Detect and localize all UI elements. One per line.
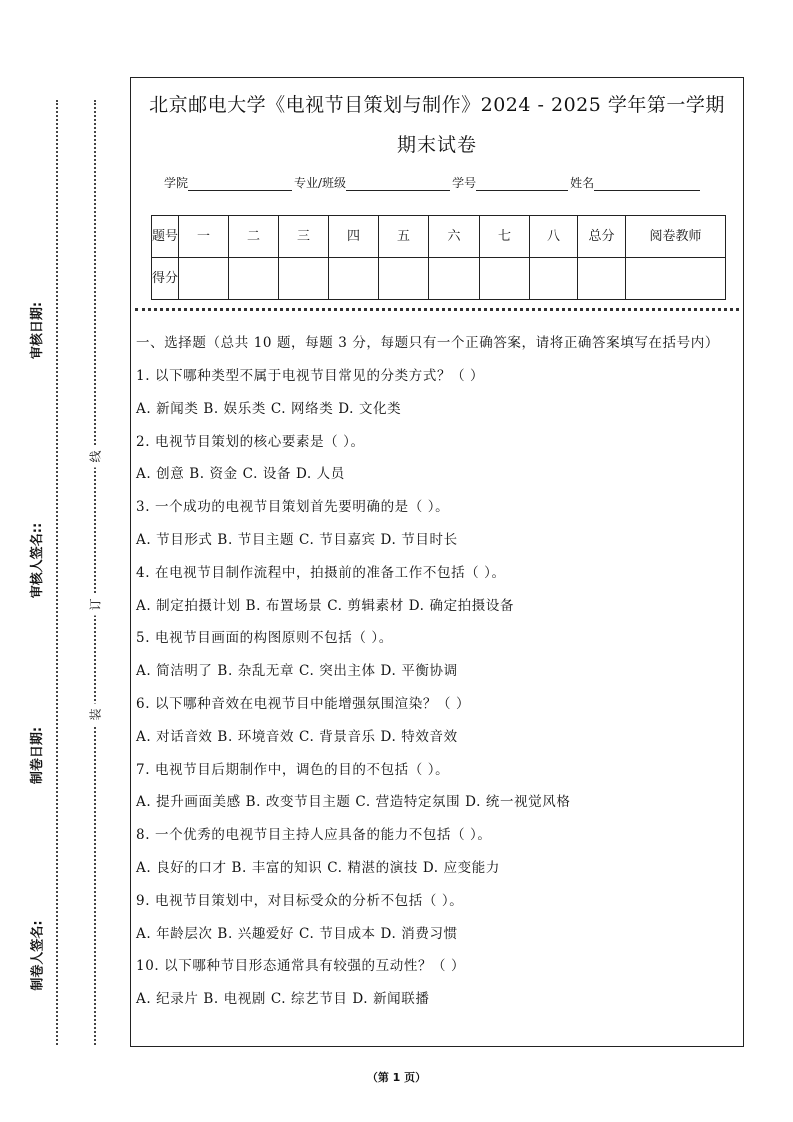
reviewer-sign-label: 审核人签名::	[30, 522, 46, 598]
question-options: A. 年龄层次 B. 兴趣爱好 C. 节目成本 D. 消费习惯	[136, 925, 458, 942]
score-row-header: 得分	[152, 258, 179, 300]
score-table	[151, 215, 726, 300]
student-id-label: 学号	[452, 176, 477, 190]
dotted-separator	[135, 308, 739, 311]
question: 1. 以下哪种类型不属于电视节目常见的分类方式？（ ）	[136, 368, 485, 384]
question-options: A. 制定拍摄计划 B. 布置场景 C. 剪辑素材 D. 确定拍摄设备	[136, 597, 515, 614]
question: 10. 以下哪种节目形态通常具有较强的互动性？（ ）	[136, 958, 466, 975]
col-header: 四	[329, 216, 379, 258]
score-cell[interactable]	[429, 258, 480, 300]
question-options: A. 对话音效 B. 环境音效 C. 背景音乐 D. 特效音效	[136, 728, 458, 745]
question: 6. 以下哪种音效在电视节目中能增强氛围渲染？（ ）	[136, 695, 471, 712]
reviewer-header: 阅卷教师	[626, 216, 726, 258]
question-number-header: 题号	[152, 216, 179, 258]
exam-frame	[130, 77, 744, 1047]
reviewer-cell[interactable]	[626, 258, 726, 300]
exam-title: 北京邮电大学《电视节目策划与制作》2024 - 2025 学年第一学期	[149, 94, 725, 116]
prepare-date-field	[16, 680, 56, 830]
col-header: 六	[429, 216, 480, 258]
col-header: 五	[379, 216, 429, 258]
score-cell[interactable]	[379, 258, 429, 300]
question-options: A. 创意 B. 资金 C. 设备 D. 人员	[136, 466, 345, 483]
binding-line-outer	[56, 100, 58, 1045]
col-header: 三	[279, 216, 329, 258]
major-blank[interactable]	[346, 177, 450, 191]
question: 8. 一个优秀的电视节目主持人应具备的能力不包括（ ）。	[136, 827, 492, 844]
question: 5. 电视节目画面的构图原则不包括（ ）。	[136, 630, 393, 647]
major-label: 专业/班级	[294, 176, 347, 190]
name-blank[interactable]	[594, 177, 700, 191]
bind-mark-bind: 装	[87, 704, 104, 726]
question-options: A. 提升画面美感 B. 改变节目主题 C. 营造特定氛围 D. 统一视觉风格	[136, 794, 571, 811]
bind-mark-line: 线	[87, 446, 104, 468]
question: 3. 一个成功的电视节目策划首先要明确的是（ ）。	[136, 499, 450, 516]
section-heading: 一、选择题（总共 10 题，每题 3 分，每题只有一个正确答案，请将正确答案填写在括号内）	[136, 335, 719, 351]
page-number: （第 1 页）	[366, 1071, 427, 1084]
exam-subtitle: 期末试卷	[396, 134, 477, 156]
col-header: 一	[179, 216, 229, 258]
question-options: A. 纪录片 B. 电视剧 C. 综艺节目 D. 新闻联播	[136, 991, 430, 1008]
col-header: 二	[229, 216, 279, 258]
student-info-row	[164, 174, 702, 191]
binding-line-inner	[94, 100, 96, 1045]
score-cell[interactable]	[530, 258, 578, 300]
section-multiple-choice	[136, 332, 740, 1016]
total-score-cell[interactable]	[578, 258, 626, 300]
bind-mark-staple: 订	[87, 594, 104, 616]
question-options: A. 良好的口才 B. 丰富的知识 C. 精湛的演技 D. 应变能力	[136, 859, 500, 876]
review-date-field	[16, 240, 56, 420]
question: 4. 在电视节目制作流程中，拍摄前的准备工作不包括（ ）。	[136, 564, 506, 581]
college-blank[interactable]	[188, 177, 292, 191]
score-table-header-row	[152, 216, 726, 258]
score-table-score-row	[152, 258, 726, 300]
student-id-blank[interactable]	[476, 177, 568, 191]
col-header: 八	[530, 216, 578, 258]
score-cell[interactable]	[179, 258, 229, 300]
question-options: A. 节目形式 B. 节目主题 C. 节目嘉宾 D. 节目时长	[136, 531, 458, 548]
score-cell[interactable]	[480, 258, 530, 300]
question: 9. 电视节目策划中，对目标受众的分析不包括（ ）。	[136, 892, 464, 909]
score-cell[interactable]	[329, 258, 379, 300]
name-label: 姓名	[570, 176, 595, 190]
total-header: 总分	[578, 216, 626, 258]
question: 2. 电视节目策划的核心要素是（ ）。	[136, 433, 365, 450]
question: 7. 电视节目后期制作中，调色的目的不包括（ ）。	[136, 761, 450, 778]
score-cell[interactable]	[279, 258, 329, 300]
college-label: 学院	[164, 176, 189, 190]
col-header: 七	[480, 216, 530, 258]
preparer-sign-label: 制卷人签名:	[30, 919, 46, 991]
score-cell[interactable]	[229, 258, 279, 300]
prepare-date-label: 制卷日期:	[30, 726, 46, 784]
review-date-label: 审核日期:	[30, 301, 46, 359]
question-options: A. 新闻类 B. 娱乐类 C. 网络类 D. 文化类	[136, 400, 402, 417]
question-options: A. 简洁明了 B. 杂乱无章 C. 突出主体 D. 平衡协调	[136, 663, 458, 680]
preparer-sign-field	[16, 880, 56, 1030]
reviewer-sign-field	[16, 480, 56, 640]
